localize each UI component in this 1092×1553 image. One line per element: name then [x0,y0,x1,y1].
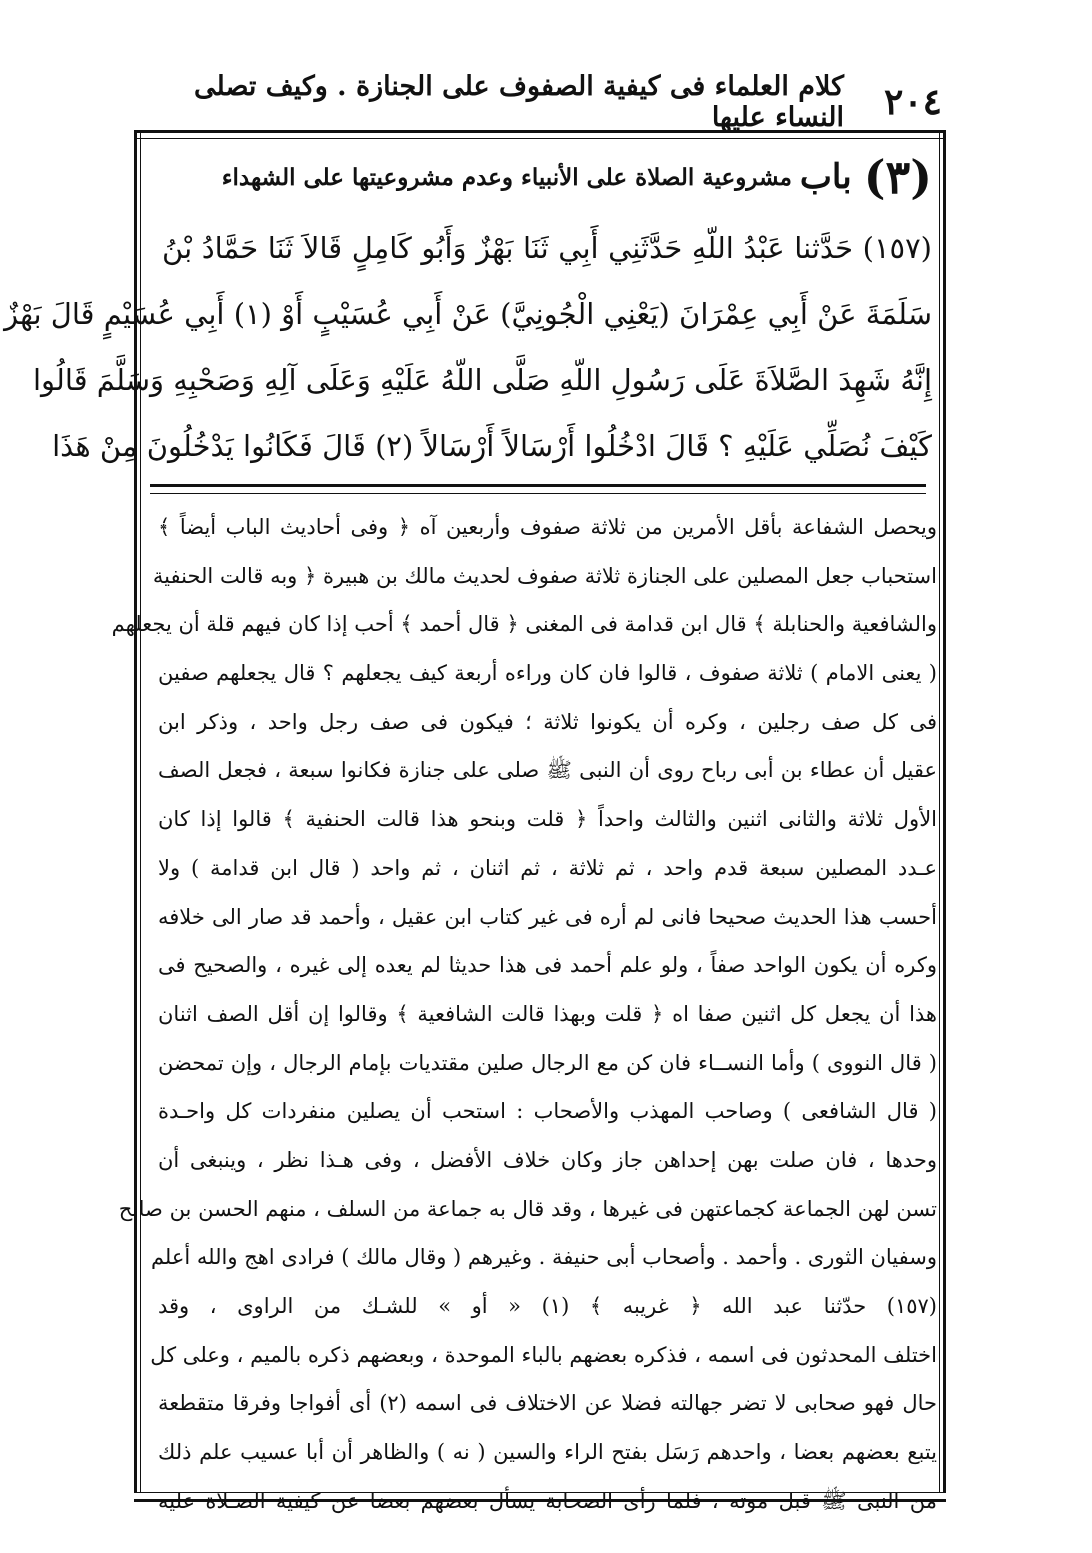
commentary-line: هذا أن يجعل كل اثنين صفا اه ﴿ قلت وبهذا قالت الشافعية ﴾ وقالوا إن أقل الصف اثنان [158,1001,937,1026]
commentary-line: وسفيان الثورى . وأحمد . وأصحاب أبى حنيفة . وغيرهم ( وقال مالك ) فرادى اهج والله أعلم [150,1245,937,1270]
hadith-line: كَيْفَ نُصَلِّي عَلَيْهِ ؟ قَالَ ادْخُلُوا أَرْسَالاً أَرْسَالاً (٢) قَالَ فَكَانُوا يَدْخُلُونَ مِنْ هَذَا [52,429,932,463]
commentary-line: فى كل صف رجلين ، وكره أن يكونوا ثلاثة ؛ فيكون فى صف رجل واحد ، وذكر ابن [158,709,937,734]
running-title: كلام العلماء فى كيفية الصفوف على الجنازة . وكيف تصلى النساء عليها [194,71,844,133]
commentary-line: وكره أن يكون الواحد صفاً ، ولو علم أحمد فى هذا حديثا لم يعده إلى غيره ، والصحيح فى [158,953,937,978]
commentary-line: وحدها ، فان صلت بهن إحداهن جاز وكان خلاف الأفضل ، وفى هـذا نظر ، وينبغى أن [158,1147,937,1172]
hadith-line: سَلَمَةَ عَنْ أَبِي عِمْرَانَ (يَعْنِي الْجُونِيَّ) عَنْ أَبِي عُسَيْبٍ أَوْ (١) أَبِي عُسَيْمٍ قَالَ بَهْزٌ [4,297,932,331]
commentary-line: ( قال الشافعى ) وصاحب المهذب والأصحاب : استحب أن يصلين منفردات كل واحـدة [158,1099,937,1124]
commentary-line: (١٥٧) حدّثنا عبد الله ﴿ غريبه ﴾ (١) « أو » للشـك من الراوى ، وقد [158,1294,937,1318]
commentary-line: حال فهو صحابى لا تضر جهالته فضلا عن الاختلاف فى اسمه (٢) أى أفواجا وفرقا متقطعة [158,1391,937,1416]
chapter-number: (٣) [863,150,932,204]
chapter-bab-label: باب [799,157,852,197]
commentary-line: اختلف المحدثون فى اسمه ، فذكره بعضهم بالباء الموحدة ، وبعضهم ذكره بالميم ، وعلى كل [150,1342,937,1367]
commentary-line: ويحصل الشفاعة بأقل الأمرين من ثلاثة صفوف وأربعين آه ﴿ وفى أحاديث الباب أيضاً ﴾ [158,515,937,539]
hadith-line: (١٥٧) حَدَّثنا عَبْدُ اللّهِ حَدَّثَنِي أَبِي ثَنَا بَهْزٌ وَأَبُو كَامِلٍ قَالاَ ثَنَا حَمَّادُ بْنُ [162,231,932,265]
commentary-line: عقيل أن عطاء بن أبى رباح روى أن النبى ﷺ صلى على جنازة فكانوا سبعة ، فجعل الصف [158,758,937,783]
chapter-title: مشروعية الصلاة على الأنبياء وعدم مشروعيتها على الشهداء [221,163,792,191]
commentary-line: يتبع بعضهم بعضا ، واحدهم رَسَل بفتح الراء والسين ( نه ) والظاهر أن أبا عسيب علم ذلك [158,1440,937,1465]
page-number: ٢٠٤ [883,81,942,123]
hadith-line: إِنَّهُ شَهِدَ الصَّلاَةَ عَلَى رَسُولِ اللّهِ صَلَّى اللّهُ عَلَيْهِ وَعَلَى آلِهِ وَصَحْبِهِ وَسَلَّمَ قَالُوا [33,363,932,397]
commentary-text [111,503,938,1525]
commentary-line: أحسب هذا الحديث صحيحا فانى لم أره فى غير كتاب ابن عقيل ، وأحمد قد صار الى خلافه [158,904,937,929]
commentary-line: ( قال النووى ) وأما النســاء فان كن مع الرجال صلين مقتديات بإمام الرجال ، وإن تمحضن [158,1050,937,1075]
running-header [150,71,942,133]
hadith-text [4,215,932,479]
commentary-line: تسن لهن الجماعة كجماعتهن فى غيرها ، وقد قال به جماعة من السلف ، منهم الحسن بن صالح [118,1196,937,1221]
commentary-line: الأول ثلاثة والثانى اثنين والثالث واحداً ﴿ قلت وبنحو هذا قالت الحنفية ﴾ قالوا إذا كان [158,807,938,832]
commentary-line: من النبى ﷺ قبل موته ، فلما رأى الصحابة يسأل بعضهم بعضا عن كيفية الصـلاة عليه [158,1488,937,1513]
commentary-line: استحباب جعل المصلين على الجنازة ثلاثة صفوف لحديث مالك بن هبيرة ﴿ وبه قالت الحنفية [152,563,937,588]
commentary-line: عـدد المصلين سبعة قدم واحد ، ثم ثلاثة ، ثم اثنان ، ثم واحد ( قال ابن قدامة ) ولا [158,855,937,880]
section-divider [150,484,926,494]
commentary-line: والشافعية والحنابلة ﴾ قال ابن قدامة فى المغنى ﴿ قال أحمد ﴾ أحب إذا كان فيهم قلة أن يجعلهم [111,612,937,637]
chapter-heading [170,142,932,212]
commentary-line: ( يعنى الامام ) ثلاثة صفوف ، قالوا فان كان وراءه أربعة كيف يجعلهم ؟ قال يجعلهم صفين [158,661,937,686]
